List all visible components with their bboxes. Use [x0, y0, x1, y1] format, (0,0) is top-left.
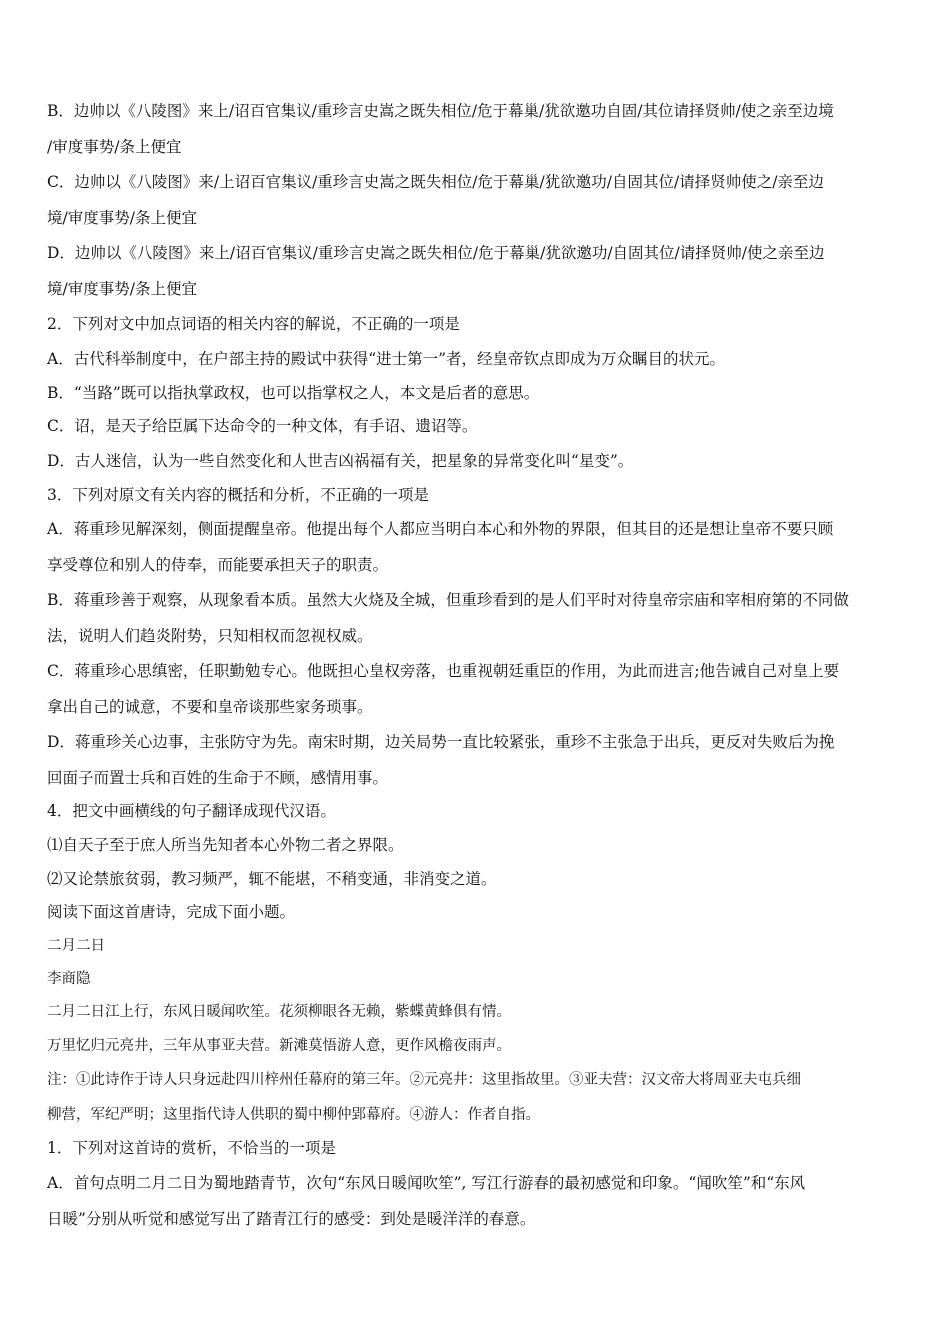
poem-q1-stem: 1．下列对这首诗的赏析，不恰当的一项是 [47, 1139, 336, 1157]
q3-option-b-line2: 法，说明人们趋炎附势，只知相权而忽视权威。 [47, 627, 373, 645]
q1-option-b-line2: /审度事势/条上便宜 [47, 138, 182, 156]
q3-stem: 3．下列对原文有关内容的概括和分析，不正确的一项是 [47, 486, 429, 504]
poem-q1-option-a-line2: 日暖”分别从听觉和感觉写出了踏青江行的感受：到处是暖洋洋的春意。 [47, 1210, 536, 1228]
q2-option-d: D．古人迷信，认为一些自然变化和人世吉凶祸福有关，把星象的异常变化叫“星变”。 [47, 452, 634, 470]
q3-option-d-line2: 回面子而置士兵和百姓的生命于不顾，感情用事。 [47, 769, 389, 787]
q3-option-a-line1: A．蒋重珍见解深刻，侧面提醒皇帝。他提出每个人都应当明白本心和外物的界限，但其目的还是想让皇帝不要只顾 [47, 520, 834, 538]
poem-verse-1: 二月二日江上行，东风日暖闻吹笙。花须柳眼各无赖，紫蝶黄蜂俱有情。 [47, 1004, 511, 1020]
q2-option-c: C．诏，是天子给臣属下达命令的一种文体，有手诏、遗诏等。 [47, 417, 478, 435]
q4-item-2: ⑵又论禁旅贫弱，教习频严，辄不能堪，不稍变通，非消变之道。 [47, 870, 497, 888]
poem-intro: 阅读下面这首唐诗，完成下面小题。 [47, 903, 296, 921]
q1-option-b-line1: B．边帅以《八陵图》来上/诏百官集议/重珍言史嵩之既失相位/危于幕巢/犹欲邀功自固/其位请择贤帅/使之亲至边境 [47, 102, 834, 120]
q2-stem: 2．下列对文中加点词语的相关内容的解说，不正确的一项是 [47, 315, 460, 333]
poem-author: 李商隐 [47, 971, 91, 987]
poem-verse-2: 万里忆归元亮井，三年从事亚夫营。新滩莫悟游人意，更作风檐夜雨声。 [47, 1038, 511, 1054]
q3-option-a-line2: 享受尊位和别人的侍奉，而能要承担天子的职责。 [47, 556, 389, 574]
q3-option-b-line1: B．蒋重珍善于观察，从现象看本质。虽然大火烧及全城，但重珍看到的是人们平时对待皇帝宗庙和宰相府第的不同做 [47, 591, 849, 609]
q4-stem: 4．把文中画横线的句子翻译成现代汉语。 [47, 802, 336, 820]
q4-item-1: ⑴自天子至于庶人所当先知者本心外物二者之界限。 [47, 836, 404, 854]
poem-title: 二月二日 [47, 938, 105, 954]
q3-option-d-line1: D．蒋重珍关心边事，主张防守为先。南宋时期，边关局势一直比较紧张，重珍不主张急于出兵，更反对失败后为挽 [47, 733, 835, 751]
q3-option-c-line1: C．蒋重珍心思缜密，任职勤勉专心。他既担心皇权旁落，也重视朝廷重臣的作用，为此而进言;他告诫自己对皇上要 [47, 662, 840, 680]
q3-option-c-line2: 拿出自己的诚意，不要和皇帝谈那些家务琐事。 [47, 698, 373, 716]
q1-option-d-line2: 境/审度事势/条上便宜 [47, 280, 197, 298]
poem-note-line1: 注：①此诗作于诗人只身远赴四川梓州任幕府的第三年。②元亮井：这里指故里。③亚夫营：汉文帝大将周亚夫屯兵细 [47, 1072, 801, 1088]
q1-option-c-line2: 境/审度事势/条上便宜 [47, 209, 197, 227]
q2-option-a: A．古代科举制度中，在户部主持的殿试中获得“进士第一”者，经皇帝钦点即成为万众瞩目的状元。 [47, 350, 726, 368]
q1-option-d-line1: D．边帅以《八陵图》来上/诏百官集议/重珍言史嵩之既失相位/危于幕巢/犹欲邀功/自固其位/请择贤帅/使之亲至边 [47, 244, 825, 262]
poem-note-line2: 柳营，军纪严明；这里指代诗人供职的蜀中柳仲郢幕府。④游人：作者自指。 [47, 1107, 540, 1123]
q2-option-b: B．“当路”既可以指执掌政权，也可以指掌权之人，本文是后者的意思。 [47, 384, 540, 402]
q1-option-c-line1: C．边帅以《八陵图》来/上诏百官集议/重珍言史嵩之既失相位/危于幕巢/犹欲邀功/自固其位/请择贤帅使之/亲至边 [47, 173, 824, 191]
poem-q1-option-a-line1: A．首句点明二月二日为蜀地踏青节，次句“东风日暖闻吹笙”, 写江行游春的最初感觉和印象。“闻吹笙”和“东风 [47, 1174, 806, 1192]
